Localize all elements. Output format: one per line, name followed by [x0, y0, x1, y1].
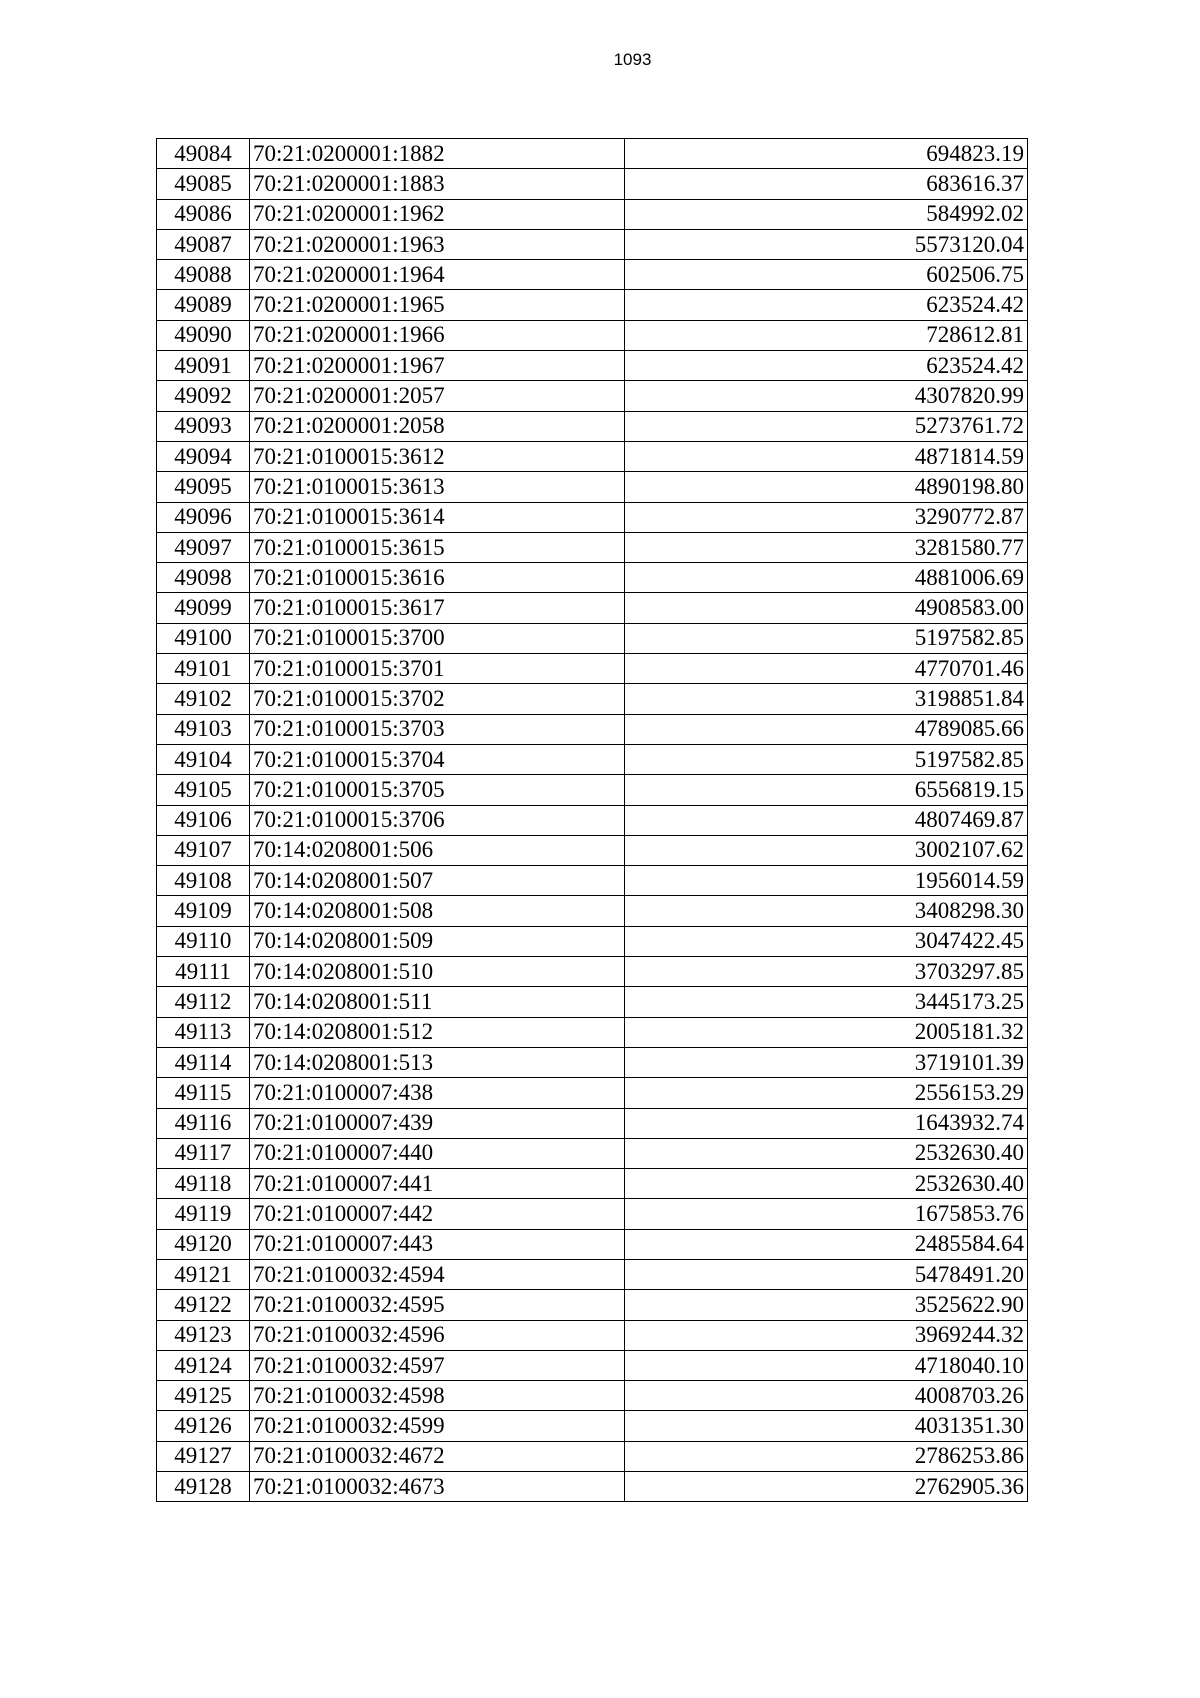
cadastral-number-cell: 70:21:0100032:4673: [250, 1472, 625, 1502]
row-number-cell: 49106: [157, 805, 250, 835]
cadastral-number-cell: 70:14:0208001:512: [250, 1017, 625, 1047]
row-number-cell: 49123: [157, 1320, 250, 1350]
cadastral-value-cell: 5197582.85: [625, 623, 1028, 653]
table-row: [157, 290, 1028, 320]
cadastral-value-cell: 3703297.85: [625, 957, 1028, 987]
cadastral-number-cell: 70:21:0200001:2057: [250, 381, 625, 411]
cadastral-value-cell: 2005181.32: [625, 1017, 1028, 1047]
table-row: [157, 320, 1028, 350]
cadastral-number-cell: 70:21:0100032:4598: [250, 1381, 625, 1411]
cadastral-number-cell: 70:14:0208001:508: [250, 896, 625, 926]
cadastral-number-cell: 70:14:0208001:513: [250, 1047, 625, 1077]
row-number-cell: 49101: [157, 654, 250, 684]
row-number-cell: 49124: [157, 1350, 250, 1380]
table-row: [157, 684, 1028, 714]
cadastral-number-cell: 70:21:0100007:438: [250, 1078, 625, 1108]
table-row: [157, 1350, 1028, 1380]
table-row: [157, 623, 1028, 653]
cadastral-value-cell: 4881006.69: [625, 563, 1028, 593]
cadastral-value-cell: 3719101.39: [625, 1047, 1028, 1077]
row-number-cell: 49108: [157, 866, 250, 896]
cadastral-value-cell: 2485584.64: [625, 1229, 1028, 1259]
table-row: [157, 169, 1028, 199]
cadastral-value-cell: 4789085.66: [625, 714, 1028, 744]
cadastral-value-cell: 3290772.87: [625, 502, 1028, 532]
row-number-cell: 49104: [157, 744, 250, 774]
table-row: [157, 593, 1028, 623]
cadastral-value-cell: 2532630.40: [625, 1138, 1028, 1168]
cadastral-number-cell: 70:21:0100032:4599: [250, 1411, 625, 1441]
cadastral-number-cell: 70:21:0100007:442: [250, 1199, 625, 1229]
row-number-cell: 49087: [157, 229, 250, 259]
cadastral-number-cell: 70:21:0100015:3612: [250, 441, 625, 471]
row-number-cell: 49120: [157, 1229, 250, 1259]
table-row: [157, 835, 1028, 865]
row-number-cell: 49099: [157, 593, 250, 623]
row-number-cell: 49098: [157, 563, 250, 593]
cadastral-value-cell: 3281580.77: [625, 532, 1028, 562]
table-row: [157, 1320, 1028, 1350]
cadastral-value-cell: 4770701.46: [625, 654, 1028, 684]
cadastral-value-cell: 1643932.74: [625, 1108, 1028, 1138]
cadastral-number-cell: 70:21:0100015:3703: [250, 714, 625, 744]
row-number-cell: 49086: [157, 199, 250, 229]
table-row: [157, 1138, 1028, 1168]
table-row: [157, 229, 1028, 259]
row-number-cell: 49116: [157, 1108, 250, 1138]
table-row: [157, 1078, 1028, 1108]
cadastral-value-cell: 683616.37: [625, 169, 1028, 199]
cadastral-value-cell: 4307820.99: [625, 381, 1028, 411]
table-row: [157, 381, 1028, 411]
table-row: [157, 532, 1028, 562]
table-row: [157, 744, 1028, 774]
table-row: [157, 1290, 1028, 1320]
row-number-cell: 49107: [157, 835, 250, 865]
cadastral-value-cell: 5197582.85: [625, 744, 1028, 774]
table-row: [157, 1047, 1028, 1077]
cadastral-number-cell: 70:21:0100015:3704: [250, 744, 625, 774]
row-number-cell: 49121: [157, 1259, 250, 1289]
cadastral-number-cell: 70:21:0100007:443: [250, 1229, 625, 1259]
cadastral-value-cell: 4031351.30: [625, 1411, 1028, 1441]
cadastral-value-cell: 728612.81: [625, 320, 1028, 350]
row-number-cell: 49097: [157, 532, 250, 562]
cadastral-number-cell: 70:21:0100015:3616: [250, 563, 625, 593]
row-number-cell: 49127: [157, 1441, 250, 1471]
cadastral-value-cell: 2532630.40: [625, 1169, 1028, 1199]
cadastral-number-cell: 70:21:0100015:3706: [250, 805, 625, 835]
cadastral-value-cell: 3002107.62: [625, 835, 1028, 865]
cadastral-number-cell: 70:21:0100015:3705: [250, 775, 625, 805]
row-number-cell: 49096: [157, 502, 250, 532]
cadastral-number-cell: 70:14:0208001:510: [250, 957, 625, 987]
row-number-cell: 49102: [157, 684, 250, 714]
cadastral-value-cell: 4718040.10: [625, 1350, 1028, 1380]
cadastral-number-cell: 70:21:0200001:2058: [250, 411, 625, 441]
cadastral-number-cell: 70:21:0100015:3613: [250, 472, 625, 502]
row-number-cell: 49125: [157, 1381, 250, 1411]
cadastral-number-cell: 70:21:0100015:3614: [250, 502, 625, 532]
row-number-cell: 49088: [157, 260, 250, 290]
table-row: [157, 1411, 1028, 1441]
cadastral-number-cell: 70:21:0100032:4596: [250, 1320, 625, 1350]
cadastral-number-cell: 70:21:0100007:439: [250, 1108, 625, 1138]
cadastral-number-cell: 70:21:0100015:3617: [250, 593, 625, 623]
row-number-cell: 49122: [157, 1290, 250, 1320]
cadastral-value-cell: 3525622.90: [625, 1290, 1028, 1320]
row-number-cell: 49092: [157, 381, 250, 411]
cadastral-number-cell: 70:21:0100032:4594: [250, 1259, 625, 1289]
cadastral-value-cell: 1956014.59: [625, 866, 1028, 896]
cadastral-value-table: [156, 138, 1028, 1502]
cadastral-number-cell: 70:21:0200001:1962: [250, 199, 625, 229]
cadastral-value-cell: 3198851.84: [625, 684, 1028, 714]
table-row: [157, 351, 1028, 381]
table-body: [157, 139, 1028, 1502]
table-row: [157, 1169, 1028, 1199]
cadastral-value-cell: 2762905.36: [625, 1472, 1028, 1502]
cadastral-number-cell: 70:21:0100032:4595: [250, 1290, 625, 1320]
table-row: [157, 1259, 1028, 1289]
row-number-cell: 49119: [157, 1199, 250, 1229]
row-number-cell: 49095: [157, 472, 250, 502]
cadastral-value-cell: 2786253.86: [625, 1441, 1028, 1471]
table-row: [157, 502, 1028, 532]
cadastral-value-cell: 5573120.04: [625, 229, 1028, 259]
cadastral-value-cell: 694823.19: [625, 139, 1028, 169]
cadastral-value-cell: 3969244.32: [625, 1320, 1028, 1350]
cadastral-value-cell: 584992.02: [625, 199, 1028, 229]
table-row: [157, 199, 1028, 229]
cadastral-number-cell: 70:21:0100007:440: [250, 1138, 625, 1168]
table-row: [157, 1199, 1028, 1229]
row-number-cell: 49114: [157, 1047, 250, 1077]
cadastral-number-cell: 70:21:0200001:1883: [250, 169, 625, 199]
row-number-cell: 49110: [157, 926, 250, 956]
row-number-cell: 49111: [157, 957, 250, 987]
cadastral-value-cell: 3047422.45: [625, 926, 1028, 956]
cadastral-value-cell: 4008703.26: [625, 1381, 1028, 1411]
row-number-cell: 49089: [157, 290, 250, 320]
row-number-cell: 49115: [157, 1078, 250, 1108]
table-row: [157, 926, 1028, 956]
cadastral-number-cell: 70:21:0200001:1963: [250, 229, 625, 259]
cadastral-value-cell: 623524.42: [625, 351, 1028, 381]
cadastral-number-cell: 70:14:0208001:506: [250, 835, 625, 865]
cadastral-value-cell: 4807469.87: [625, 805, 1028, 835]
cadastral-value-cell: 5273761.72: [625, 411, 1028, 441]
table-row: [157, 957, 1028, 987]
cadastral-number-cell: 70:21:0200001:1882: [250, 139, 625, 169]
cadastral-number-cell: 70:14:0208001:511: [250, 987, 625, 1017]
table-row: [157, 987, 1028, 1017]
table-row: [157, 896, 1028, 926]
row-number-cell: 49109: [157, 896, 250, 926]
cadastral-value-cell: 623524.42: [625, 290, 1028, 320]
cadastral-number-cell: 70:14:0208001:509: [250, 926, 625, 956]
table-row: [157, 1229, 1028, 1259]
row-number-cell: 49117: [157, 1138, 250, 1168]
cadastral-value-cell: 6556819.15: [625, 775, 1028, 805]
page-number: 1093: [613, 50, 652, 69]
cadastral-value-cell: 2556153.29: [625, 1078, 1028, 1108]
table-row: [157, 1381, 1028, 1411]
cadastral-value-cell: 3408298.30: [625, 896, 1028, 926]
row-number-cell: 49085: [157, 169, 250, 199]
row-number-cell: 49093: [157, 411, 250, 441]
table-row: [157, 714, 1028, 744]
table-row: [157, 1441, 1028, 1471]
cadastral-value-cell: 4871814.59: [625, 441, 1028, 471]
table-row: [157, 1108, 1028, 1138]
table-row: [157, 654, 1028, 684]
table-row: [157, 563, 1028, 593]
cadastral-value-cell: 4890198.80: [625, 472, 1028, 502]
cadastral-number-cell: 70:14:0208001:507: [250, 866, 625, 896]
row-number-cell: 49113: [157, 1017, 250, 1047]
cadastral-number-cell: 70:21:0100007:441: [250, 1169, 625, 1199]
table-row: [157, 260, 1028, 290]
cadastral-value-cell: 3445173.25: [625, 987, 1028, 1017]
row-number-cell: 49090: [157, 320, 250, 350]
table-row: [157, 1017, 1028, 1047]
cadastral-value-cell: 1675853.76: [625, 1199, 1028, 1229]
cadastral-number-cell: 70:21:0100015:3702: [250, 684, 625, 714]
table-row: [157, 775, 1028, 805]
table-row: [157, 1472, 1028, 1502]
row-number-cell: 49118: [157, 1169, 250, 1199]
row-number-cell: 49128: [157, 1472, 250, 1502]
cadastral-number-cell: 70:21:0100015:3701: [250, 654, 625, 684]
row-number-cell: 49112: [157, 987, 250, 1017]
row-number-cell: 49105: [157, 775, 250, 805]
cadastral-number-cell: 70:21:0100032:4597: [250, 1350, 625, 1380]
cadastral-number-cell: 70:21:0100015:3700: [250, 623, 625, 653]
table-row: [157, 472, 1028, 502]
cadastral-value-cell: 5478491.20: [625, 1259, 1028, 1289]
table-row: [157, 866, 1028, 896]
table-row: [157, 441, 1028, 471]
row-number-cell: 49084: [157, 139, 250, 169]
cadastral-value-cell: 602506.75: [625, 260, 1028, 290]
table-row: [157, 139, 1028, 169]
table-row: [157, 411, 1028, 441]
cadastral-value-cell: 4908583.00: [625, 593, 1028, 623]
row-number-cell: 49094: [157, 441, 250, 471]
row-number-cell: 49091: [157, 351, 250, 381]
row-number-cell: 49103: [157, 714, 250, 744]
row-number-cell: 49100: [157, 623, 250, 653]
cadastral-number-cell: 70:21:0200001:1964: [250, 260, 625, 290]
cadastral-number-cell: 70:21:0100015:3615: [250, 532, 625, 562]
table-row: [157, 805, 1028, 835]
cadastral-number-cell: 70:21:0200001:1965: [250, 290, 625, 320]
cadastral-number-cell: 70:21:0200001:1966: [250, 320, 625, 350]
cadastral-number-cell: 70:21:0100032:4672: [250, 1441, 625, 1471]
cadastral-number-cell: 70:21:0200001:1967: [250, 351, 625, 381]
row-number-cell: 49126: [157, 1411, 250, 1441]
